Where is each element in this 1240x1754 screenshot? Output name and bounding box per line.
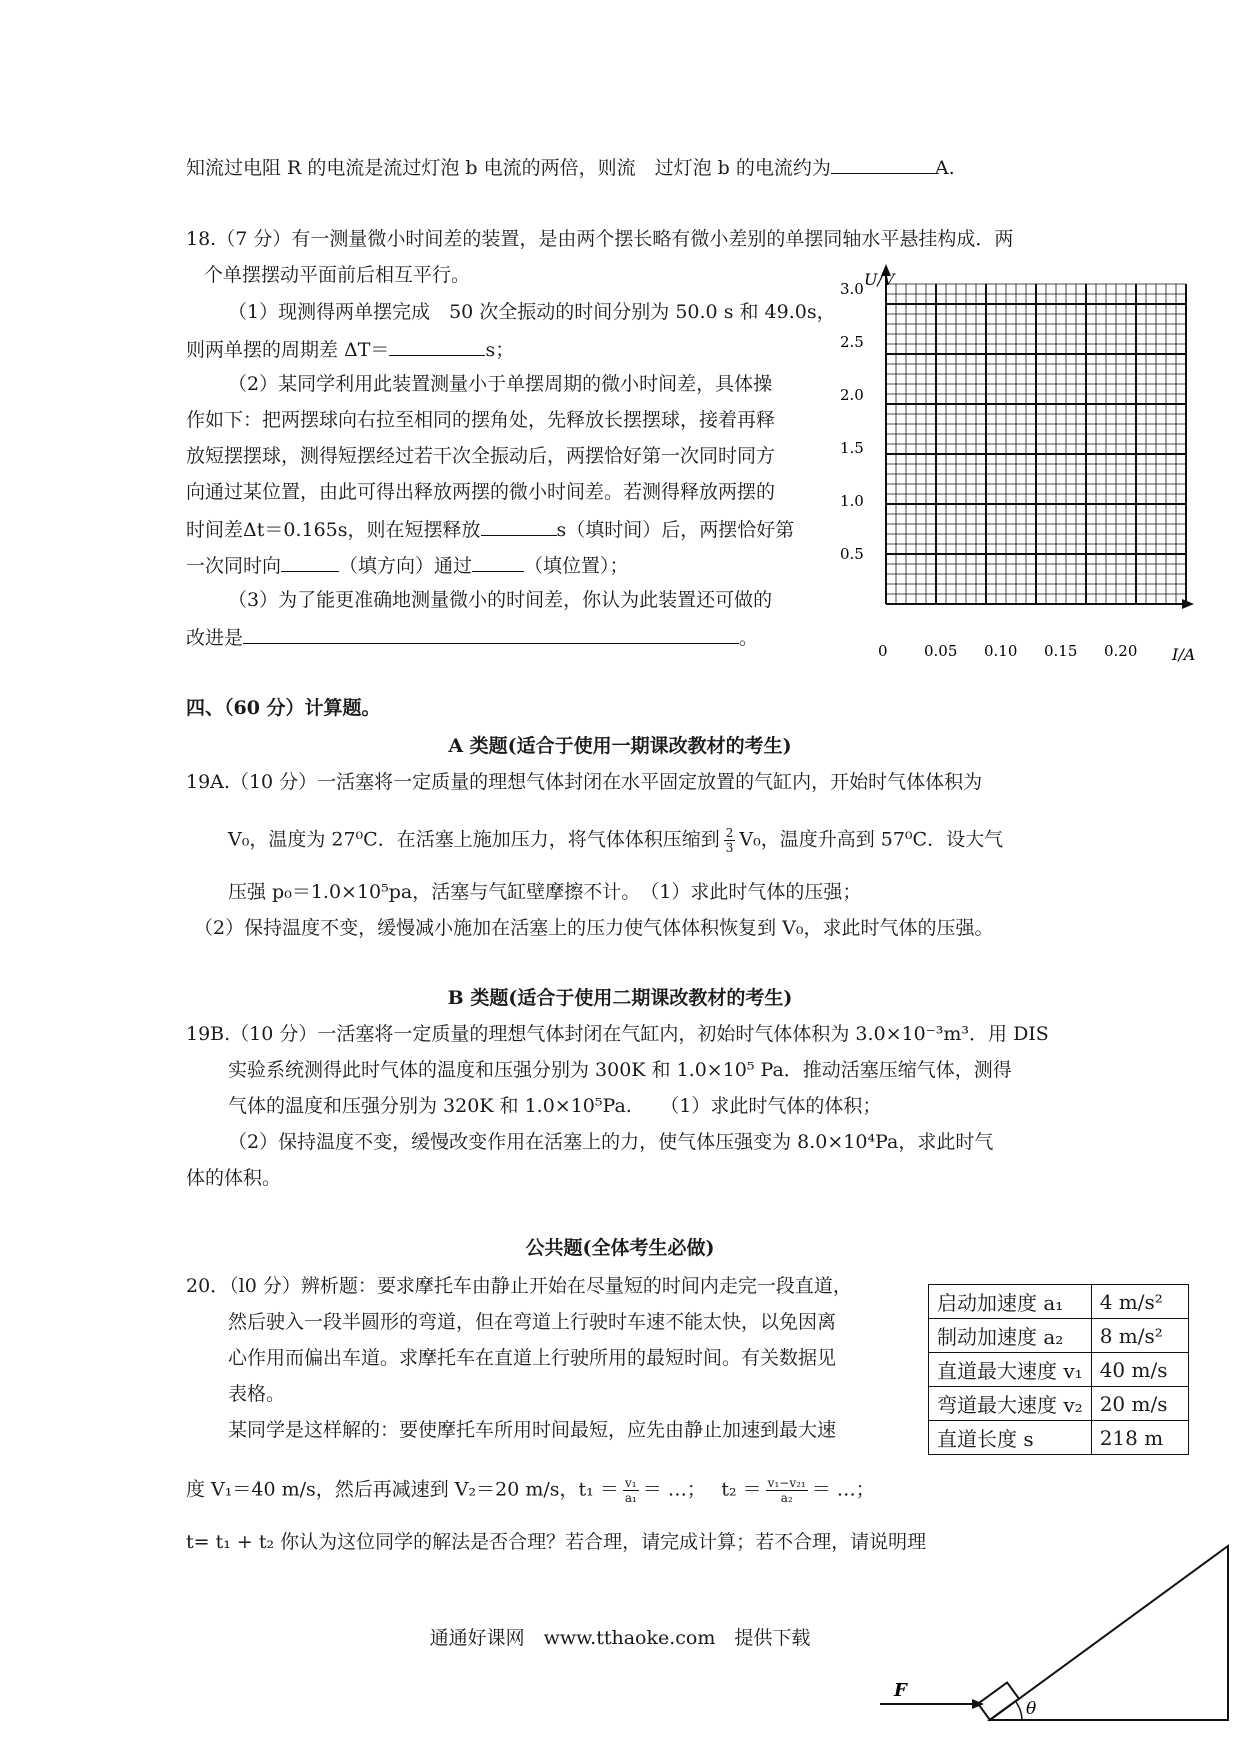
table-row [929,1387,1189,1421]
q20-line-2: 然后驶入一段半圆形的弯道，但在弯道上行驶时车速不能太快，以免因离 [228,1311,837,1333]
numerator: v₁ [623,1476,639,1491]
y-tick-label: 0.5 [840,545,864,563]
section-4-title: 四、（60 分）计算题。 [186,697,381,719]
q19a-line-4: （2）保持温度不变，缓慢减小施加在活塞上的压力使气体体积恢复到 V₀，求此时气体的压强。 [194,917,994,939]
q18-line-10 [186,552,629,578]
text: A. [934,157,955,179]
q20-line-6 [186,1476,875,1505]
force-label: F [894,1680,907,1701]
motorcycle-data-table [928,1284,1189,1455]
x-axis-label: I/A [1172,645,1196,662]
param-value: 20 m/s [1091,1387,1188,1421]
param-name: 弯道最大速度 v₂ [929,1387,1092,1421]
answer-blank[interactable] [472,552,524,572]
a-category-title: A 类题(适合于使用一期课改教材的考生) [448,735,792,757]
q20-line-3: 心作用而偏出车道。求摩托车在直道上行驶所用的最短时间。有关数据见 [228,1347,837,1369]
answer-blank[interactable] [481,516,557,536]
continuation-line [186,154,955,180]
y-tick-label: 1.0 [840,492,864,510]
table-row [929,1421,1189,1455]
param-name: 启动加速度 a₁ [929,1285,1092,1319]
q18-line-7: 放短摆摆球，测得短摆经过若干次全振动后，两摆恰好第一次同时同方 [186,445,776,467]
fraction [724,826,736,855]
y-tick-label: 1.5 [840,439,864,457]
text: 时间差Δt＝0.165s，则在短摆释放 [186,519,481,541]
x-tick-label: 0.05 [924,642,958,660]
param-name: 直道长度 s [929,1421,1092,1455]
q18-line-4 [186,336,514,362]
q18-line-8: 向通过某位置，由此可得出释放两摆的微小时间差。若测得释放两摆的 [186,481,776,503]
text: 。 [739,627,759,649]
table-body [929,1285,1189,1455]
param-name: 制动加速度 a₂ [929,1319,1092,1353]
numerator: v₁−v₂₁ [767,1476,806,1490]
angle-arc [1016,1702,1022,1720]
x-tick-label: 0.10 [984,642,1018,660]
table-row [929,1353,1189,1387]
q19b-line-1: 19B.（10 分）一活塞将一定质量的理想气体封闭在气缸内，初始时气体体积为 3.0×10⁻³m³．用 DIS [186,1023,1049,1045]
q18-line-11: （3）为了能更准确地测量微小的时间差，你认为此装置还可做的 [228,589,773,611]
q18-line-1: 18.（7 分）有一测量微小时间差的装置，是由两个摆长略有微小差别的单摆同轴水平悬挂构成．两 [186,228,1014,250]
block [978,1682,1019,1719]
answer-blank[interactable] [243,624,739,644]
q20-line-4: 表格。 [228,1383,286,1405]
y-tick-label: 2.5 [840,333,864,351]
text: 知流过电阻 R 的电流是流过灯泡 b 电流的两倍，则流 过灯泡 b 的电流约为 [186,157,831,179]
q19b-line-2: 实验系统测得此时气体的温度和压强分别为 300K 和 1.0×10⁵ Pa．推动活塞压缩气体，测得 [228,1059,1012,1081]
q18-line-5: （2）某同学利用此装置测量小于单摆周期的微小时间差，具体操 [228,373,773,395]
y-tick-labels [840,280,864,563]
x-tick-label: 0 [878,642,888,660]
common-title: 公共题(全体考生必做) [525,1237,715,1259]
q19a-line-1: 19A.（10 分）一活塞将一定质量的理想气体封闭在水平固定放置的气缸内，开始时气体体积为 [186,771,983,793]
denominator: a₂ [780,1491,793,1505]
text: 一次同时向 [186,555,282,577]
q19b-line-5: 体的体积。 [186,1167,282,1189]
q18-line-12 [186,624,758,650]
q20-line-7: t= t₁ + t₂ 你认为这位同学的解法是否合理？若合理，请完成计算；若不合理，请说明理 [186,1531,927,1553]
q20-line-1: 20．（l0 分）辨析题：要求摩托车由静止开始在尽量短的时间内走完一段直道， [186,1275,852,1297]
q19b-line-3: 气体的温度和压强分别为 320K 和 1.0×10⁵Pa. （1）求此时气体的体积； [228,1095,882,1117]
q18-line-3: （1）现测得两单摆完成 50 次全振动的时间分别为 50.0 s 和 49.0s， [228,301,836,323]
q18-line-6: 作如下：把两摆球向右拉至相同的摆角处，先释放长摆摆球，接着再释 [186,409,776,431]
param-name: 直道最大速度 v₁ [929,1353,1092,1387]
text: V₀，温度升高到 57⁰C．设大气 [739,828,1004,851]
text: （填方向）通过 [339,555,473,577]
x-tick-label: 0.20 [1104,642,1138,660]
incline-diagram [850,1530,1230,1740]
table-row [929,1319,1189,1353]
q19b-line-4: （2）保持温度不变，缓慢改变作用在活塞上的力，使气体压强变为 8.0×10⁴Pa，求此时气 [228,1131,994,1153]
answer-blank[interactable] [281,552,339,572]
text: s； [485,339,515,361]
q18-line-9 [186,516,794,542]
x-tick-labels [878,642,1137,660]
q19a-line-2 [228,826,1003,855]
text: ＝ …； t₂ ＝ [642,1478,762,1501]
text: 则两单摆的周期差 ΔT＝ [186,339,390,361]
graph-axes [881,264,1194,609]
b-category-title: B 类题(适合于使用二期课改教材的考生) [447,987,793,1009]
answer-blank[interactable] [831,154,935,174]
denominator: 3 [725,841,734,855]
y-tick-label: 3.0 [840,280,864,298]
incline-triangle [990,1546,1228,1720]
text: s（填时间）后，两摆恰好第 [556,519,795,541]
text: 度 V₁＝40 m/s，然后再减速到 V₂＝20 m/s，t₁ ＝ [186,1478,619,1501]
u-i-graph [840,262,1200,662]
table-row [929,1285,1189,1319]
text: V₀，温度为 27⁰C．在活塞上施加压力，将气体体积压缩到 [228,828,720,851]
param-value: 40 m/s [1091,1353,1188,1387]
fraction [766,1476,808,1505]
q18-line-2: 个单摆摆动平面前后相互平行。 [204,264,471,286]
footer-text: 通通好课网 www.tthaoke.com 提供下载 [429,1627,811,1649]
param-value: 218 m [1091,1421,1188,1455]
text: （填位置）； [524,555,629,577]
x-tick-label: 0.15 [1044,642,1078,660]
fraction [623,1476,639,1505]
graph-grid [886,284,1186,604]
answer-blank[interactable] [389,336,485,356]
param-value: 8 m/s² [1091,1319,1188,1353]
text: 改进是 [186,627,244,649]
numerator: 2 [725,826,734,840]
text: ＝ …； [811,1478,875,1501]
param-value: 4 m/s² [1091,1285,1188,1319]
angle-label: θ [1026,1699,1037,1719]
q19a-line-3: 压强 p₀＝1.0×10⁵pa，活塞与气缸壁摩擦不计。 （1）求此时气体的压强； [228,881,862,903]
y-axis-label: U/V [864,270,895,289]
y-tick-label: 2.0 [840,386,864,404]
q20-line-5: 某同学是这样解的：要使摩托车所用时间最短，应先由静止加速到最大速 [228,1419,837,1441]
denominator: a₁ [624,1491,637,1505]
